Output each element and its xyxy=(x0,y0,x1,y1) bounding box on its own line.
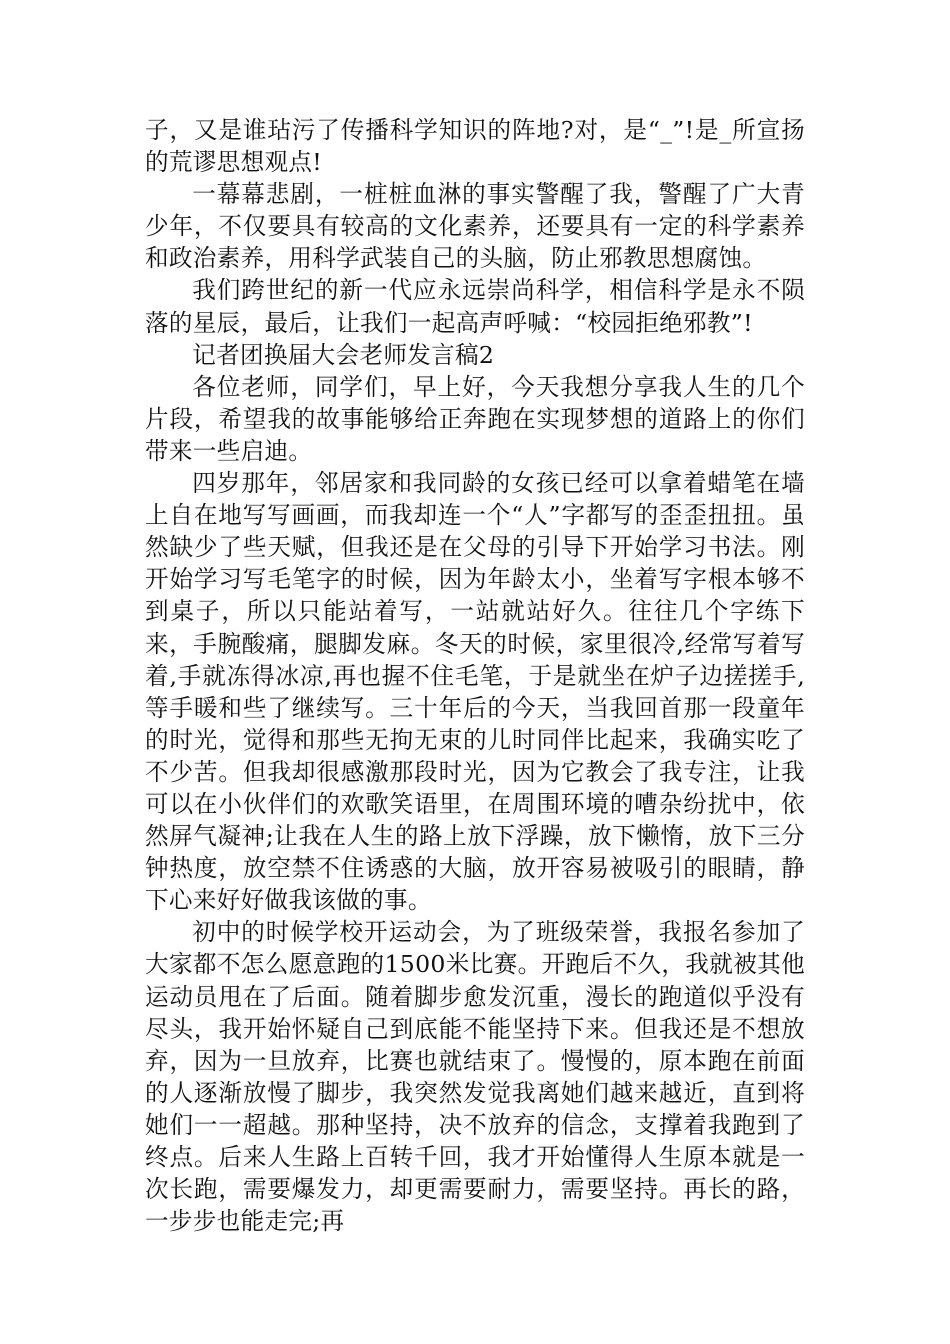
paragraph-3: 我们跨世纪的新一代应永远崇尚科学，相信科学是永不陨落的星辰，最后，让我们一起高声呼喊：“校园拒绝邪教”! xyxy=(145,276,805,337)
paragraph-5: 各位老师，同学们，早上好，今天我想分享我人生的几个片段，希望我的故事能够给正奔跑在实现梦想的道路上的你们带来一些启迪。 xyxy=(145,372,805,465)
paragraph-7: 初中的时候学校开运动会，为了班级荣誉，我报名参加了大家都不怎么愿意跑的1500米比赛。开跑后不久，我就被其他运动员甩在了后面。随着脚步愈发沉重，漫长的跑道似乎没有尽头，我开始怀疑自己到底能不能坚持下来。但我还是不想放弃，因为一旦放弃，比赛也就结束了。慢慢的，原本跑在前面的人逐渐放慢了脚步，我突然发觉我离她们越来越近，直到将她们一一超越。那种坚持，决不放弃的信念，支撑着我跑到了终点。后来人生路上百转千回，我才开始懂得人生原本就是一次长跑，需要爆发力，却更需要耐力，需要坚持。再长的路，一步步也能走完;再 xyxy=(145,918,805,1236)
paragraph-1: 子，又是谁玷污了传播科学知识的阵地?对，是“_”!是_所宣扬的荒谬思想观点! xyxy=(145,116,805,177)
paragraph-2: 一幕幕悲剧，一桩桩血淋的事实警醒了我，警醒了广大青少年，不仅要具有较高的文化素养，还要具有一定的科学素养和政治素养，用科学武装自己的头脑，防止邪教思想腐蚀。 xyxy=(145,180,805,273)
section-heading: 记者团换届大会老师发言稿2 xyxy=(192,340,495,369)
document-body xyxy=(145,114,805,1237)
paragraph-6: 四岁那年，邻居家和我同龄的女孩已经可以拿着蜡笔在墙上自在地写写画画，而我却连一个“人”字都写的歪歪扭扭。虽然缺少了些天赋，但我还是在父母的引导下开始学习书法。刚开始学习写毛笔字的时候，因为年龄太小，坐着写字根本够不到桌子，所以只能站着写，一站就站好久。往往几个字练下来，手腕酸痛，腿脚发麻。冬天的时候，家里很冷,经常写着写着,手就冻得冰凉,再也握不住毛笔，于是就坐在炉子边搓搓手,等手暖和些了继续写。三十年后的今天，当我回首那一段童年的时光，觉得和那些无拘无束的儿时同伴比起来，我确实吃了不少苦。但我却很感激那段时光，因为它教会了我专注，让我可以在小伙伴们的欢歌笑语里，在周围环境的嘈杂纷扰中，依然屏气凝神;让我在人生的路上放下浮躁，放下懒惰，放下三分钟热度，放空禁不住诱惑的大脑，放开容易被吸引的眼睛，静下心来好好做我该做的事。 xyxy=(145,469,805,915)
